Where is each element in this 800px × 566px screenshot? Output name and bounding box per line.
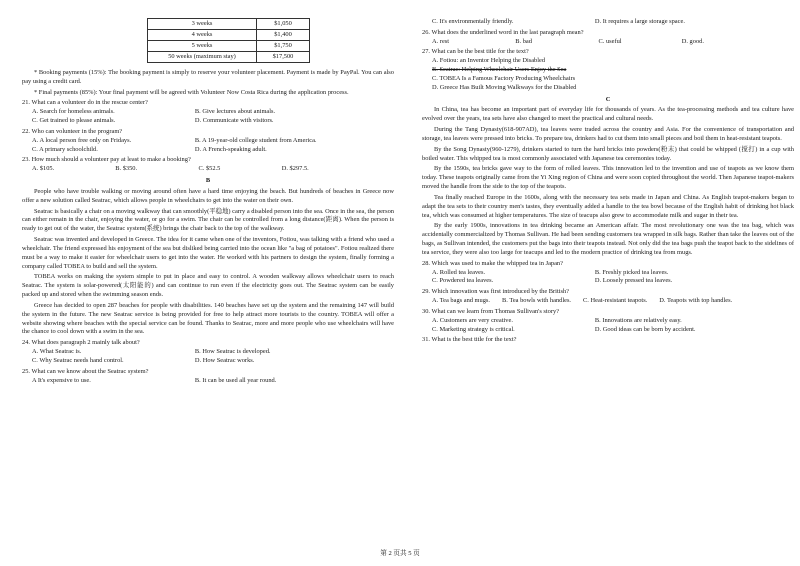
question-21: 21. What can a volunteer do in the rescue center?	[22, 99, 148, 107]
option[interactable]: B. $350.	[115, 165, 138, 173]
question-21-options	[22, 108, 394, 126]
option[interactable]: C. Get trained to please animals.	[32, 117, 116, 125]
section-c-heading: C	[605, 95, 611, 103]
passage-c-paragraph: In China, tea has become an important part of everyday life for thousands of years. As the tea-processing methods and tea culture have evolved over the years, tea sets have also changed to meet the practical and cultural needs.	[422, 106, 794, 123]
question-30: 30. What can we learn from Thomas Sullivan's story?	[422, 307, 560, 315]
page-number: 第 2 页共 5 页	[380, 549, 420, 557]
option[interactable]: D. Good ideas can be born by accident.	[594, 325, 696, 333]
option[interactable]: C. TOBEA Is a Famous Factory Producing Wheelchairs	[432, 74, 576, 82]
question-25-options	[22, 377, 394, 386]
question-30-options	[422, 317, 794, 335]
question-26-options	[422, 38, 794, 47]
section-b-heading: B	[205, 177, 211, 185]
option[interactable]: D. $297.5.	[281, 165, 309, 173]
question-22: 22. Who can volunteer in the program?	[22, 127, 123, 135]
passage-b-paragraph: TOBEA works on making the system simple to put in place and easy to control. A wooden walkway allows wheelchair users to reach Seatrac. The system is solar-powered(太阳能的) and can continue to run even if the electricity goes out. The Seatrac system can be easily packed up and stored when the swimming season ends.	[22, 273, 394, 299]
question-22-options	[22, 137, 394, 155]
right-column	[422, 18, 794, 345]
question-29: 29. Which innovation was first introduced by the British?	[422, 288, 570, 296]
question-28: 28. Which was used to make the whipped tea in Japan?	[422, 259, 563, 267]
table-row: 3 weeks $1,050	[148, 19, 310, 30]
option[interactable]: A. Customers are very creative.	[432, 316, 513, 324]
option[interactable]: C. Why Seatrac needs hand control.	[32, 356, 124, 364]
option[interactable]: D. A French-speaking adult.	[194, 145, 267, 153]
question-29-options	[422, 297, 794, 306]
option[interactable]: C. useful	[598, 37, 622, 45]
option[interactable]: D. Greece Has Built Moving Walkways for the Disabled	[432, 83, 577, 91]
price-table	[147, 18, 310, 63]
question-27: 27. What can be the best title for the text?	[422, 48, 529, 56]
option[interactable]: D. It requires a large storage space.	[594, 18, 685, 25]
question-23-options	[22, 165, 394, 174]
option[interactable]: C. A primary schoolchild.	[32, 145, 98, 153]
question-24-options	[22, 348, 394, 366]
question-25: 25. What can we know about the Seatrac system?	[22, 367, 149, 375]
option[interactable]: A. Search for homeless animals.	[32, 108, 115, 116]
booking-payment-note: * Booking payments (15%): The booking payment is simply to reserve your volunteer placement. Payment is made by PayPal. You can also pay using a credit card.	[22, 69, 394, 85]
option[interactable]: D. Loosely pressed tea leaves.	[594, 277, 673, 285]
option[interactable]: B. Give lectures about animals.	[194, 108, 276, 116]
option[interactable]: D. How Seatrac works.	[194, 356, 255, 364]
passage-c-paragraph: By the 1590s, tea bricks gave way to the form of rolled leaves. This innovation led to the invention and use of teapots as we know them today. These teapots originally came from the Yi Xing region of China and were soon copied throughout the world. Then Japanese teapot-makers moved the handle from the side to the top of the teapots.	[422, 165, 794, 191]
option[interactable]: A. $105.	[32, 165, 55, 173]
question-31: 31. What is the best title for the text?	[422, 336, 517, 344]
left-column	[22, 18, 394, 385]
option[interactable]: D. good.	[681, 37, 704, 45]
final-payment-note: * Final payments (85%): Your final payment will be agreed with Volunteer Now Costa Rica during the application process.	[34, 88, 349, 96]
table-row: 50 weeks (maximum stay) $17,500	[148, 52, 310, 63]
option[interactable]: D. Teapots with top handles.	[659, 297, 733, 305]
passage-c-paragraph: By the early 1900s, innovations in tea drinking became an American affair. The most revolutionary one was the tea bag, which was accidentally commercialized by Thomas Sullivan. He had been sending customers tea wrapped in silk bags. Rather than take the leaves out of the bags, as Sullivan intended, the customers put the bags into their teapots instead. Not only did the tea bags push the teapot back to the sidelines of tea service, they were also too large for teacups and led to the modern practice of drinking tea from mugs.	[422, 222, 794, 256]
question-27-options	[422, 57, 794, 92]
option[interactable]: B. A 19-year-old college student from America.	[194, 136, 317, 144]
option[interactable]: C. It's environmentally friendly.	[432, 18, 514, 25]
passage-c-paragraph: By the Song Dynasty(960-1279), drinkers started to turn the hard bricks into powders(粉末) that could be whipped (搅打) in a cup with boiled water. This whipped tea is most commonly associated with Japanese tea ceremonies today.	[422, 145, 794, 162]
option[interactable]: B. Innovations are relatively easy.	[594, 316, 682, 324]
passage-b-paragraph: Seatrac is basically a chair on a moving walkway that can smoothly(平稳地) carry a disabled person into the sea. Once in the sea, the person can either remain in the chair, enjoying the water, or go for a swim. The chair can be controlled from a long distance(距离). When the person is ready to get out of the water, the Seatrac system(系统) brings the chair back to the top of the walkway.	[22, 207, 394, 233]
question-23: 23. How much should a volunteer pay at least to make a booking?	[22, 156, 191, 164]
passage-b-paragraph: People who have trouble walking or moving around often have a hard time enjoying the beach. But hundreds of beaches in Greece now offer a new solution called Seatrac, which allows people in wheelchairs to get into the water on their own.	[22, 187, 394, 204]
option[interactable]: B. Tea bowls with handles.	[502, 297, 572, 305]
passage-b-paragraph: Seatrac was invented and developed in Greece. The idea for it came when one of the inventors, Fotiou, was talking with a friend who used a wheelchair. The friend expressed his enjoyment of the sea but disliked being carried into the ocean like "a bag of potatoes". Fotiou realized there must be a way to make it easier for wheelchair users to get into the water. He worked with his partners to design the system, finally forming a company called TOBEA to build and sell the system.	[22, 236, 394, 270]
option[interactable]: B. Freshly picked tea leaves.	[594, 268, 669, 276]
option[interactable]: D. Communicate with visitors.	[194, 117, 274, 125]
option[interactable]: C. Marketing strategy is critical.	[432, 325, 515, 333]
option[interactable]: A. What Seatrac is.	[32, 348, 82, 356]
question-28-options	[422, 269, 794, 287]
option[interactable]: A It's expensive to use.	[32, 376, 91, 384]
option[interactable]: B. How Seatrac is developed.	[194, 348, 271, 356]
question-24: 24. What does paragraph 2 mainly talk about?	[22, 339, 140, 347]
table-row: 5 weeks $1,750	[148, 41, 310, 52]
option[interactable]: B. Seatrac: Helping Wheelchair Users Enjoy the Sea	[432, 66, 567, 74]
question-26: 26. What does the underlined word in the last paragraph mean?	[422, 28, 584, 36]
option[interactable]: B. It can be used all year round.	[194, 376, 277, 384]
option[interactable]: A. rest	[432, 37, 450, 45]
option[interactable]: C. Heat-resistant teapots.	[583, 297, 648, 305]
option[interactable]: A. Tea bags and mugs.	[432, 297, 491, 305]
option[interactable]: C. $52.5	[198, 165, 221, 173]
option[interactable]: B. bad	[515, 37, 532, 45]
option[interactable]: A. Fotiou: an Inventor Helping the Disabled	[432, 57, 546, 65]
option[interactable]: C. Powdered tea leaves.	[432, 277, 494, 285]
passage-b-paragraph: Greece has decided to open 287 beaches for people with disabilities. 140 beaches have set up the system and the remaining 147 will build the system in the future. The new Seatrac service is being provided for free to help attract more tourists to the country. TOBEA will offer a website showing where beaches with the special service can be found. Thanks to Seatrac, more and more people who use wheelchairs will have the chance to cool down with a swim in the sea.	[22, 301, 394, 336]
option[interactable]: A. A local person free only on Fridays.	[32, 136, 132, 144]
passage-c-paragraph: During the Tang Dynasty(618-907AD), tea leaves were traded across the country and Asia. For the convenience of transportation and storage, tea leaves were pressed into bricks. To prepare tea, drinkers had to cut them into small pieces and boil them in heat-resistant teapots.	[422, 126, 794, 142]
passage-c-paragraph: Tea finally reached Europe in the 1600s, along with the necessary tea sets made in Japan and China. As English teapot-makers began to adapt the tea sets to their country men's tastes, they eventually added a handle to the tea bowl because of the English habit of drinking hot black tea, which was consumed at higher temperatures. The size of teacups also grew to accommodate milk and sugar in their tea.	[422, 193, 794, 219]
question-25-options-cont	[422, 18, 794, 27]
option[interactable]: A. Rolled tea leaves.	[432, 268, 486, 276]
table-row: 4 weeks $1,400	[148, 30, 310, 41]
